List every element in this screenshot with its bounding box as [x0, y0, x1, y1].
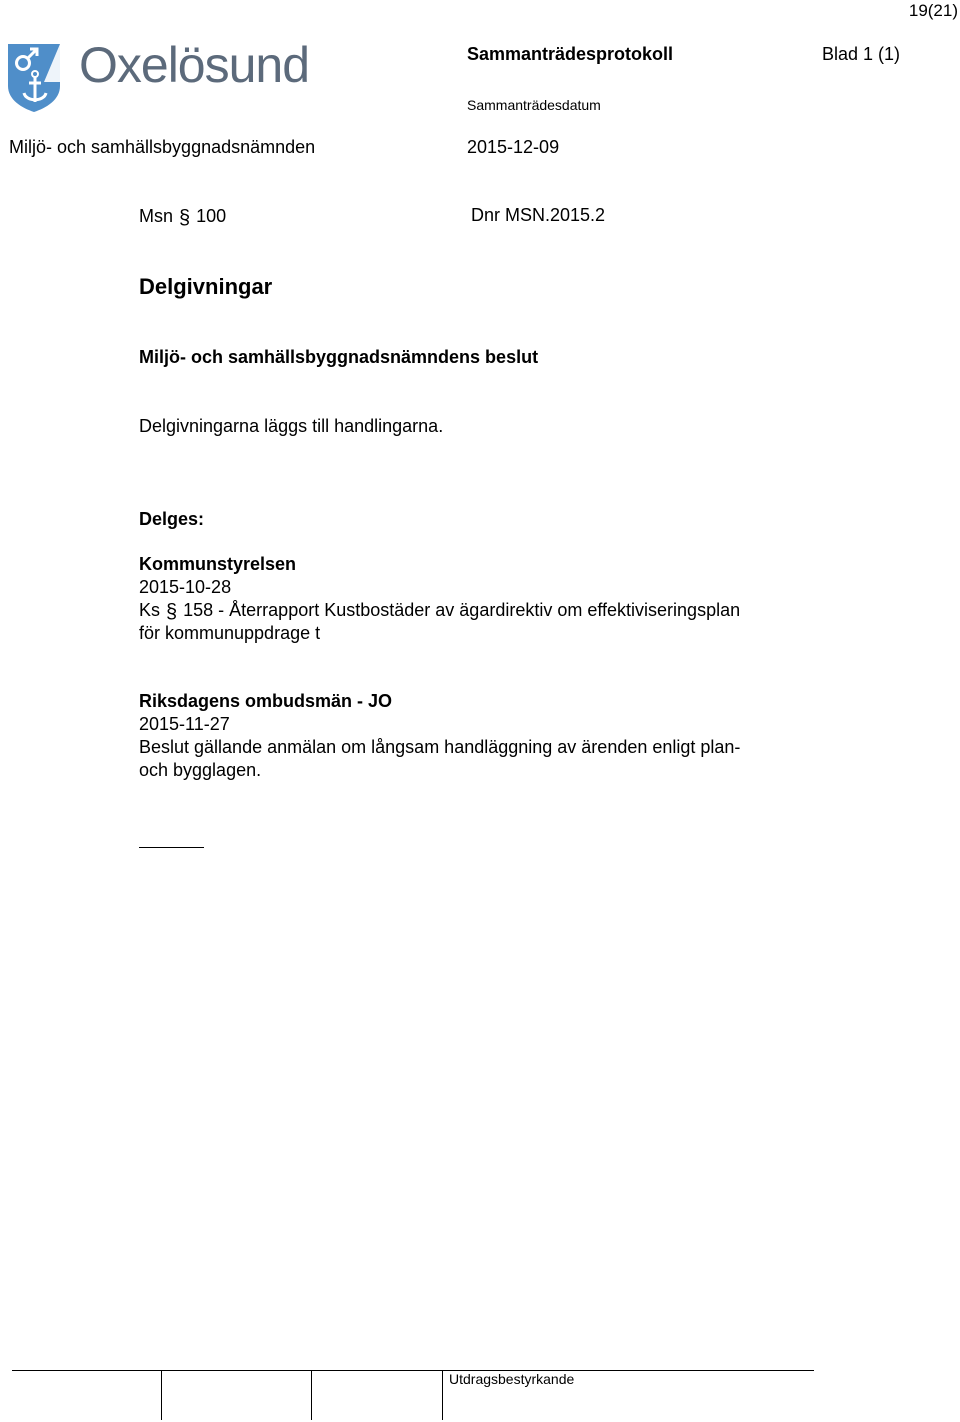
signature-box-divider	[442, 1370, 443, 1420]
notice-item	[139, 690, 829, 782]
meeting-date-label: Sammanträdesdatum	[467, 97, 601, 113]
notice-description	[139, 599, 829, 622]
page-number: 19(21)	[908, 1, 958, 20]
footer-divider	[12, 1370, 814, 1371]
case-number-value: 100	[196, 206, 227, 226]
certification-label: Utdragsbestyrkande	[449, 1371, 575, 1387]
signature-box-divider	[311, 1370, 312, 1420]
notice-item	[139, 553, 829, 645]
decision-heading: Miljö- och samhällsbyggnadsnämndens beslut	[139, 347, 539, 367]
municipality-logo	[6, 37, 316, 116]
notice-ref-prefix: Ks	[139, 600, 161, 620]
registration-number: Dnr MSN.2015.2	[471, 205, 606, 225]
case-number	[139, 205, 226, 228]
notice-description: Beslut gällande anmälan om långsam handläggning av ärenden enligt plan-	[139, 737, 741, 757]
notice-description-cont: för kommunuppdrage t	[139, 623, 321, 643]
notice-sender: Kommunstyrelsen	[139, 554, 297, 574]
notice-date: 2015-11-27	[139, 714, 230, 734]
logo-wordmark: Oxelösund	[79, 37, 310, 93]
end-divider	[139, 847, 204, 848]
meeting-date: 2015-12-09	[467, 137, 560, 157]
committee-name: Miljö- och samhällsbyggnadsnämnden	[9, 137, 316, 157]
document-type: Sammanträdesprotokoll	[467, 44, 674, 64]
case-prefix: Msn	[139, 206, 174, 226]
notice-date: 2015-10-28	[139, 577, 232, 597]
signature-box-divider	[161, 1370, 162, 1420]
coat-of-arms-icon	[6, 42, 62, 114]
decision-text: Delgivningarna läggs till handlingarna.	[139, 416, 444, 436]
notice-ref-text: 158 - Återrapport Kustbostäder av ägardirektiv om effektiviseringsplan	[183, 600, 741, 620]
section-symbol: §	[179, 207, 191, 229]
notice-description-cont: och bygglagen.	[139, 760, 262, 780]
sheet-number: Blad 1 (1)	[822, 44, 901, 64]
page-title: Delgivningar	[139, 274, 273, 299]
notice-sender: Riksdagens ombudsmän - JO	[139, 691, 393, 711]
section-symbol: §	[166, 601, 178, 623]
distribution-label: Delges:	[139, 509, 205, 529]
